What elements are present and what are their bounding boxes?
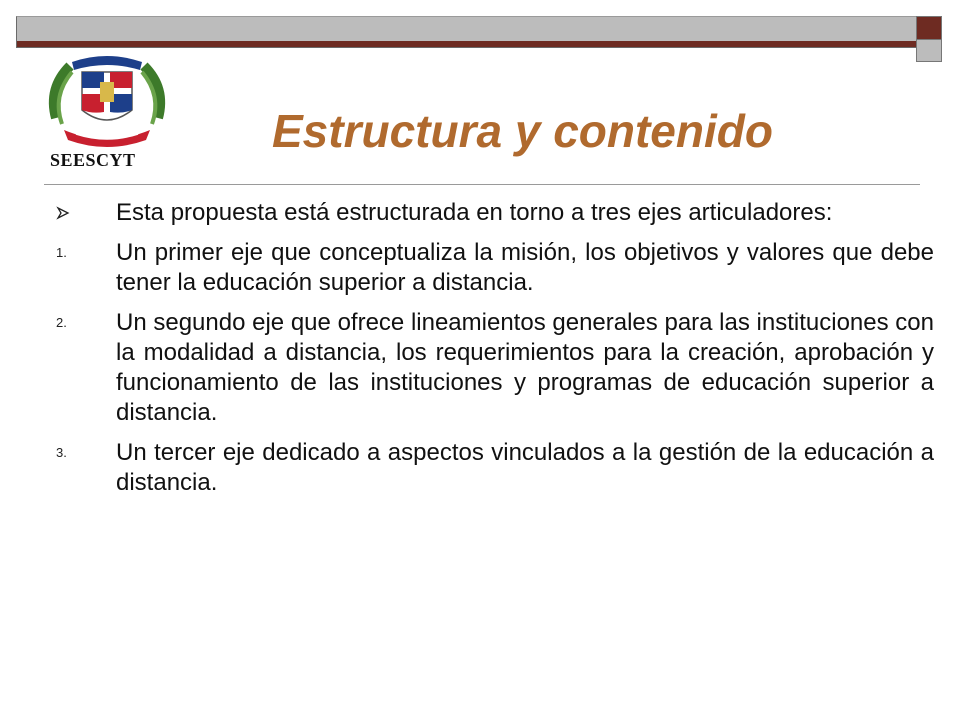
top-bar-inner — [17, 17, 921, 41]
corner-square — [916, 16, 942, 40]
list-number: 2. — [56, 315, 67, 330]
intro-text: Esta propuesta está estructurada en torno a tres ejes articuladores: — [116, 199, 833, 226]
page-title: Estructura y contenido — [272, 105, 773, 157]
list-number: 3. — [56, 445, 67, 460]
coat-of-arms-icon — [42, 48, 172, 158]
list-item — [52, 438, 934, 498]
title-divider — [44, 184, 920, 185]
arrow-bullet-icon — [56, 206, 70, 220]
list-item-text: Un primer eje que conceptualiza la misión, los objetivos y valores que debe tener la educación superior a distancia. — [116, 239, 934, 296]
list-item — [52, 308, 934, 428]
list-item-text: Un segundo eje que ofrece lineamientos generales para las instituciones con la modalidad a distancia, los requerimientos para la creación, aprobación y funcionamiento de las instituciones y programas de educación superior a distancia. — [116, 309, 934, 426]
list-item — [52, 238, 934, 298]
slide-body — [52, 198, 934, 508]
top-decorative-bar — [16, 16, 922, 48]
seal-label: SEESCYT — [50, 150, 136, 170]
intro-item — [52, 198, 934, 228]
list-item-text: Un tercer eje dedicado a aspectos vinculados a la gestión de la educación a distancia. — [116, 439, 934, 496]
list-number: 1. — [56, 245, 67, 260]
corner-side-bar — [916, 40, 942, 62]
